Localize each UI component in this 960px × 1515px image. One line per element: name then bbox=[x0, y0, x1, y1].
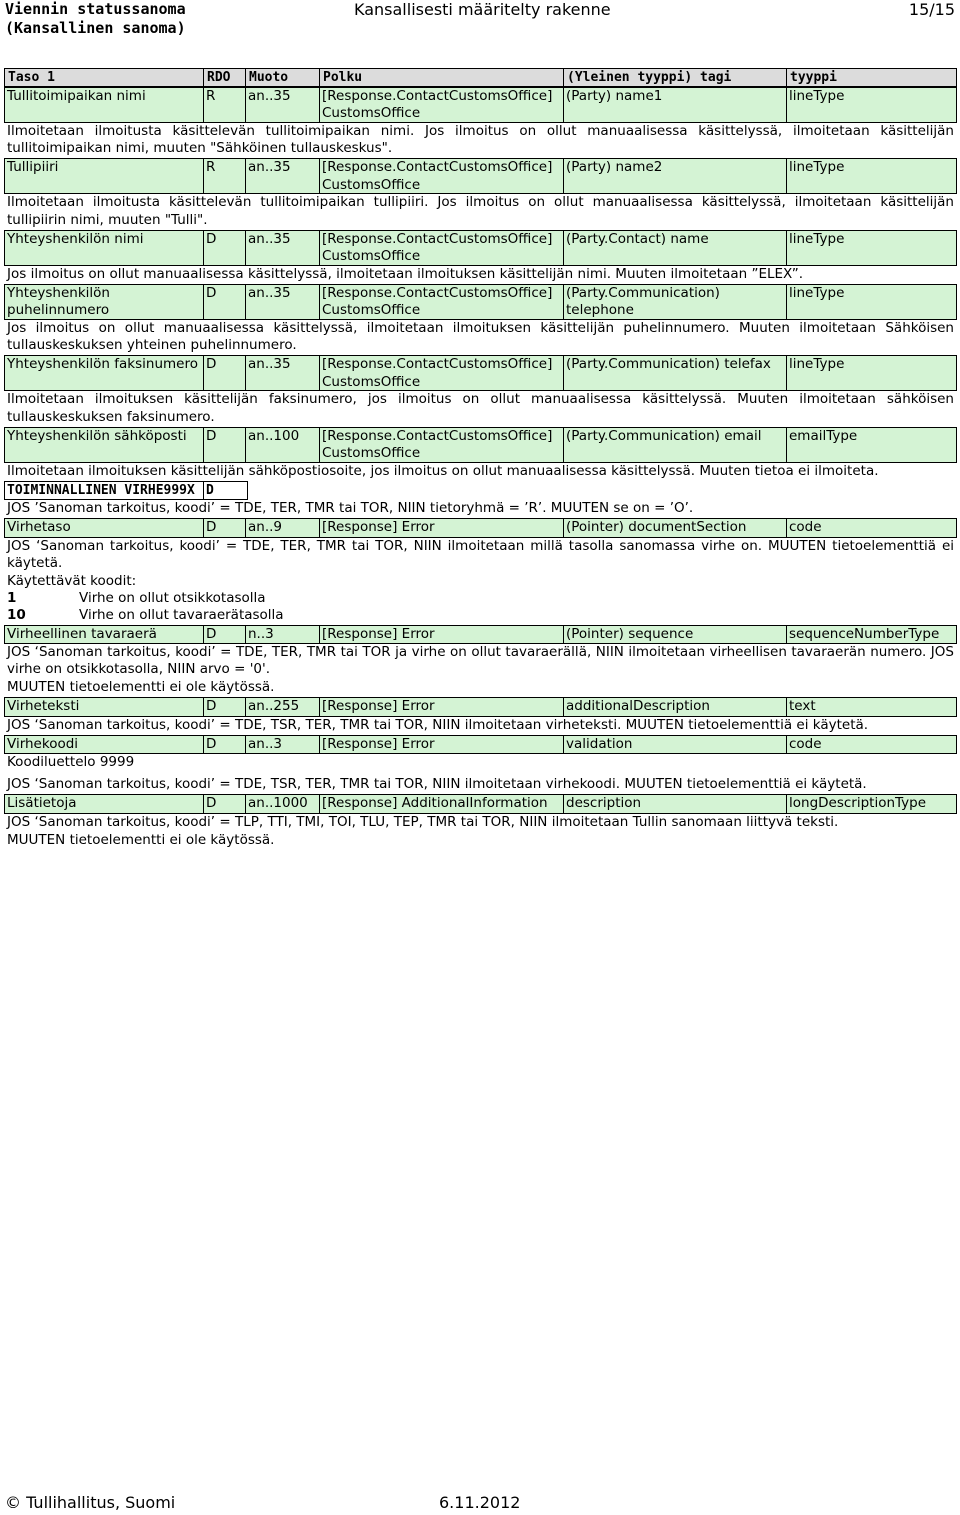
code-item bbox=[7, 590, 954, 607]
field-description: JOS ‘Sanoman tarkoitus, koodi’ = TLP, TTI, TMI, TOI, TLU, TEP, TMR tai TOR, NIIN ilmoitetaan Tullin sanomaan liittyvä teksti. bbox=[7, 813, 839, 830]
document-date: 6.11.2012 bbox=[439, 1493, 521, 1512]
field-tag: (Party) name1 bbox=[564, 88, 787, 122]
field-description-note: MUUTEN tietoelementti ei ole käytössä. bbox=[7, 831, 275, 848]
field-row bbox=[4, 230, 957, 266]
data-group-row bbox=[4, 481, 248, 500]
field-row bbox=[4, 355, 957, 391]
field-format: an..35 bbox=[246, 356, 320, 390]
field-format: an..35 bbox=[246, 285, 320, 319]
field-type: sequenceNumberType bbox=[789, 625, 940, 642]
field-description: JOS ‘Sanoman tarkoitus, koodi’ = TDE, TER, TMR tai TOR, NIIN ilmoitetaan millä tasolla sanomassa virhe on. MUUTEN tietoelementtiä ei käytetä. bbox=[7, 537, 954, 571]
field-path: [Response] AdditionalInformation bbox=[320, 795, 564, 812]
field-type: lineType bbox=[789, 159, 845, 176]
field-description: Jos ilmoitus on ollut manuaalisessa käsittelyssä, ilmoitetaan ilmoituksen käsittelijän nimi. Muuten ilmoitetaan ”ELEX”. bbox=[7, 265, 804, 282]
field-path: [Response.ContactCustomsOffice] CustomsOffice bbox=[320, 159, 564, 193]
field-name: Yhteyshenkilön faksinumero bbox=[5, 356, 204, 390]
field-path: [Response.ContactCustomsOffice] CustomsOffice bbox=[320, 428, 564, 462]
field-name: Yhteyshenkilön sähköposti bbox=[5, 428, 204, 462]
field-tag: (Pointer) sequence bbox=[564, 626, 787, 643]
field-description-note: MUUTEN tietoelementti ei ole käytössä. bbox=[7, 679, 275, 696]
field-description: Ilmoitetaan ilmoitusta käsittelevän tullitoimipaikan nimi. Jos ilmoitus on ollut manuaalisessa käsittelyssä, ilmoitetaan käsittelijän tullitoimipaikan nimi, muuten "Sähköinen tullauskeskus". bbox=[7, 123, 954, 157]
field-type: code bbox=[789, 735, 822, 752]
field-row bbox=[4, 284, 957, 320]
field-row bbox=[4, 697, 957, 716]
field-type: lineType bbox=[789, 88, 845, 104]
group-description: JOS ’Sanoman tarkoitus, koodi’ = TDE, TER, TMR tai TOR, NIIN tietoryhmä = ’R’. MUUTEN se on = ’O’. bbox=[7, 500, 694, 517]
field-description: JOS ‘Sanoman tarkoitus, koodi’ = TDE, TSR, TER, TMR tai TOR, NIIN ilmoitetaan virhekoodi. MUUTEN tietoelementtiä ei käytetä. bbox=[7, 776, 867, 793]
field-description: Ilmoitetaan ilmoituksen käsittelijän faksinumero, jos ilmoitus on ollut manuaalisessa käsittelyssä. Muuten ilmoitetaan sähköisen tullauskeskuksen faksinumero. bbox=[7, 391, 954, 425]
field-format: an..35 bbox=[246, 231, 320, 265]
field-type: longDescriptionType bbox=[789, 795, 927, 812]
field-rdo: D bbox=[204, 285, 246, 319]
field-rdo: D bbox=[204, 698, 246, 715]
field-rdo: R bbox=[204, 88, 246, 122]
field-description: JOS ‘Sanoman tarkoitus, koodi’ = TDE, TER, TMR tai TOR ja virhe on ollut tavaraerällä, NIIN ilmoitetaan virheellisen tavaraerän numero. JOS virhe on otsikkotasolla, NIIN arvo = '0'. bbox=[7, 643, 954, 678]
field-tag: description bbox=[564, 795, 787, 812]
field-tag: (Party.Communication) telephone bbox=[564, 285, 787, 319]
field-path: [Response] Error bbox=[320, 519, 564, 536]
field-tag: (Party.Contact) name bbox=[564, 231, 787, 265]
page-footer bbox=[5, 1493, 955, 1515]
field-row bbox=[4, 735, 957, 754]
field-row bbox=[4, 427, 957, 463]
document-title bbox=[5, 0, 186, 38]
field-rdo: R bbox=[204, 159, 246, 193]
field-format: an..3 bbox=[246, 736, 320, 753]
field-tag: (Pointer) documentSection bbox=[564, 519, 787, 536]
code-value: 1 bbox=[7, 590, 17, 607]
field-format: an..100 bbox=[246, 428, 320, 462]
document-subtitle: Kansallisesti määritelty rakenne bbox=[354, 0, 611, 19]
field-type: text bbox=[789, 698, 816, 715]
field-type: lineType bbox=[789, 356, 845, 373]
column-header-type: tyyppi bbox=[790, 70, 837, 85]
page-number: 15/15 bbox=[908, 0, 955, 19]
field-name: Lisätietoja bbox=[5, 795, 204, 812]
field-rdo: D bbox=[204, 231, 246, 265]
code-list bbox=[4, 573, 957, 625]
field-rdo: D bbox=[204, 519, 246, 536]
column-header-tag: (Yleinen tyyppi) tagi bbox=[564, 69, 787, 86]
field-type: lineType bbox=[789, 285, 845, 302]
column-header-row bbox=[4, 68, 957, 87]
field-tag: (Party.Communication) email bbox=[564, 428, 787, 462]
field-row bbox=[4, 625, 957, 644]
field-rdo: D bbox=[204, 428, 246, 462]
field-format: an..35 bbox=[246, 88, 320, 122]
field-rdo: D bbox=[204, 356, 246, 390]
field-tag: validation bbox=[564, 736, 787, 753]
field-path: [Response.ContactCustomsOffice] CustomsOffice bbox=[320, 231, 564, 265]
field-format: an..1000 bbox=[246, 795, 320, 812]
document-title-line2: (Kansallinen sanoma) bbox=[5, 19, 186, 37]
field-tag: (Party.Communication) telefax bbox=[564, 356, 787, 390]
field-name: Yhteyshenkilön nimi bbox=[5, 231, 204, 265]
column-header-level: Taso 1 bbox=[5, 69, 204, 86]
field-path: [Response.ContactCustomsOffice] CustomsOffice bbox=[320, 285, 564, 319]
group-name: TOIMINNALLINEN VIRHE999X bbox=[5, 482, 204, 499]
field-path: [Response.ContactCustomsOffice] CustomsOffice bbox=[320, 356, 564, 390]
field-name: Yhteyshenkilön puhelinnumero bbox=[5, 285, 204, 319]
group-rdo: D bbox=[206, 483, 214, 499]
field-type: emailType bbox=[789, 427, 858, 444]
code-value: 10 bbox=[7, 607, 26, 624]
column-header-rdo: RDO bbox=[204, 69, 246, 86]
field-path: [Response] Error bbox=[320, 698, 564, 715]
field-path: [Response] Error bbox=[320, 626, 564, 643]
page-header bbox=[0, 0, 960, 62]
field-row bbox=[4, 87, 957, 123]
field-description: Ilmoitetaan ilmoituksen käsittelijän sähköpostiosoite, jos ilmoitus on ollut manuaalisessa käsittelyssä. Muuten tietoa ei ilmoiteta. bbox=[7, 462, 879, 479]
field-rdo: D bbox=[204, 736, 246, 753]
column-header-format: Muoto bbox=[246, 69, 320, 86]
field-type: code bbox=[789, 519, 822, 536]
field-description: Jos ilmoitus on ollut manuaalisessa käsittelyssä, ilmoitetaan ilmoituksen käsittelijän puhelinnumero. Muuten ilmoitetaan Sähköisen tullauskeskuksen yhteinen puhelinnumero. bbox=[7, 320, 954, 354]
field-format: an..35 bbox=[246, 159, 320, 193]
document-title-line1: Viennin statussanoma bbox=[5, 0, 186, 18]
field-format: an..9 bbox=[246, 519, 320, 536]
field-rdo: D bbox=[204, 626, 246, 643]
field-name: Virhetaso bbox=[5, 519, 204, 536]
field-tag: additionalDescription bbox=[564, 698, 787, 715]
column-header-path: Polku bbox=[320, 69, 564, 86]
field-type: lineType bbox=[789, 230, 845, 247]
field-format: n..3 bbox=[246, 626, 320, 643]
field-name: Virheteksti bbox=[5, 698, 204, 715]
code-label: Virhe on ollut tavaraerätasolla bbox=[79, 607, 284, 624]
code-list-title: Käytettävät koodit: bbox=[7, 573, 137, 590]
specification-table bbox=[4, 68, 957, 850]
field-row bbox=[4, 158, 957, 194]
field-name: Virheellinen tavaraerä bbox=[5, 626, 204, 643]
field-format: an..255 bbox=[246, 698, 320, 715]
field-row bbox=[4, 518, 957, 537]
field-name: Tullitoimipaikan nimi bbox=[5, 88, 204, 122]
field-path: [Response] Error bbox=[320, 736, 564, 753]
code-item bbox=[7, 607, 954, 624]
field-path: [Response.ContactCustomsOffice] CustomsOffice bbox=[320, 88, 564, 122]
copyright-text: © Tullihallitus, Suomi bbox=[5, 1493, 176, 1512]
field-name: Virhekoodi bbox=[5, 736, 204, 753]
code-list-reference: Koodiluettelo 9999 bbox=[7, 754, 135, 771]
code-label: Virhe on ollut otsikkotasolla bbox=[79, 590, 266, 607]
field-description: JOS ‘Sanoman tarkoitus, koodi’ = TDE, TSR, TER, TMR tai TOR, NIIN ilmoitetaan virheteksti. MUUTEN tietoelementtiä ei käytetä. bbox=[7, 716, 869, 733]
field-rdo: D bbox=[204, 795, 246, 812]
field-name: Tullipiiri bbox=[5, 159, 204, 193]
field-row bbox=[4, 794, 957, 813]
field-tag: (Party) name2 bbox=[564, 159, 787, 193]
field-description: Ilmoitetaan ilmoitusta käsittelevän tullitoimipaikan tullipiiri. Jos ilmoitus on ollut manuaalisessa käsittelyssä, ilmoitetaan käsittelijän tullipiirin nimi, muuten "Tulli". bbox=[7, 194, 954, 228]
